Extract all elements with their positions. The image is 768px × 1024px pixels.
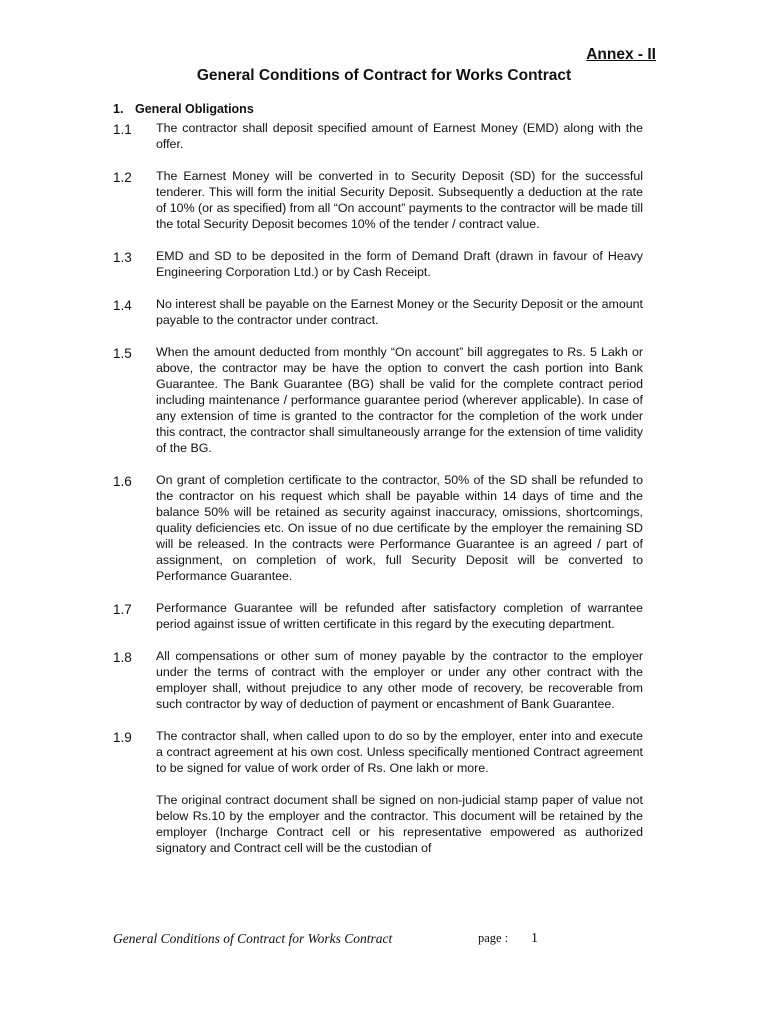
clause-text: The original contract document shall be signed on non-judicial stamp paper of value not below Rs.10 by the employer and the contractor. This document will be retained by the employer (Incharge Contract cell or his representative empowered as authorized signatory and Contract cell will be the custodian of [156,793,643,855]
clause-number: 1.2 [113,170,132,185]
clause-number: 1.8 [113,650,132,665]
clause-number: 1.1 [113,122,132,137]
clause-number: 1.9 [113,730,132,745]
clause-text: EMD and SD to be deposited in the form of Demand Draft (drawn in favour of Heavy Engineering Corporation Ltd.) or by Cash Receipt. [156,249,643,279]
section-heading [113,102,254,116]
clause-number: 1.4 [113,298,132,313]
document-title: General Conditions of Contract for Works Contract [196,67,572,84]
footer-page-number: 1 [531,931,538,946]
clause-1-4 [113,296,643,328]
annex-label: Annex - II [586,46,656,63]
clause-list [113,120,643,872]
clause-text: The contractor shall deposit specified amount of Earnest Money (EMD) along with the offer. [156,121,643,151]
clause-number: 1.5 [113,346,132,361]
clause-number: 1.3 [113,250,132,265]
clause-1-9-continuation [113,792,643,856]
clause-text: No interest shall be payable on the Earnest Money or the Security Deposit or the amount payable to the contractor under contract. [156,297,643,327]
clause-number: 1.6 [113,474,132,489]
clause-text: All compensations or other sum of money payable by the contractor to the employer under the terms of contract with the employer or under any other contract with the employer shall, without prejudice to any other mode of recovery, be recoverable from such contractor by way of deduction of payment or encashment of Bank Guarantee. [156,649,643,711]
clause-1-3 [113,248,643,280]
footer-title: General Conditions of Contract for Works Contract [113,931,393,946]
page-footer [113,931,653,947]
clause-text: The contractor shall, when called upon to do so by the employer, enter into and execute a contract agreement at his own cost. Unless specifically mentioned Contract agreement to be signed for value of work order of Rs. One lakh or more. [156,729,643,775]
clause-1-2 [113,168,643,232]
clause-1-7 [113,600,643,632]
clause-text: Performance Guarantee will be refunded after satisfactory completion of warrantee period against issue of written certificate in this regard by the executing department. [156,601,643,631]
clause-text: The Earnest Money will be converted in to Security Deposit (SD) for the successful tenderer. This will form the initial Security Deposit. Subsequently a deduction at the rate of 10% (or as specified) from all “On account” payments to the contractor will be made till the total Security Deposit becomes 10% of the tender / contract value. [156,169,643,231]
clause-text: On grant of completion certificate to the contractor, 50% of the SD shall be refunded to the contractor on his request which shall be payable within 14 days of time and the balance 50% will be retained as security against inaccuracy, omissions, shortcomings, quality deficiencies etc. On issue of no due certificate by the employer the remaining SD will be released. In the contracts were Performance Guarantee is an agreed / part of assignment, on completion of work, full Security Deposit will be converted to Performance Guarantee. [156,473,643,583]
section-title: General Obligations [135,102,254,116]
clause-text: When the amount deducted from monthly “On account” bill aggregates to Rs. 5 Lakh or above, the contractor may be have the option to convert the cash portion into Bank Guarantee. The Bank Guarantee (BG) shall be valid for the complete contract period including maintenance / performance guarantee period (wherever applicable). In case of any extension of time is granted to the contractor for the completion of the work under this contract, the contractor shall simultaneously arrange for the extension of time validity of the BG. [156,345,643,455]
clause-1-6 [113,472,643,584]
section-number: 1. [113,102,124,116]
clause-1-1 [113,120,643,152]
footer-page-label: page : [478,931,509,945]
clause-1-8 [113,648,643,712]
clause-number: 1.7 [113,602,132,617]
clause-1-5 [113,344,643,456]
clause-1-9 [113,728,643,776]
